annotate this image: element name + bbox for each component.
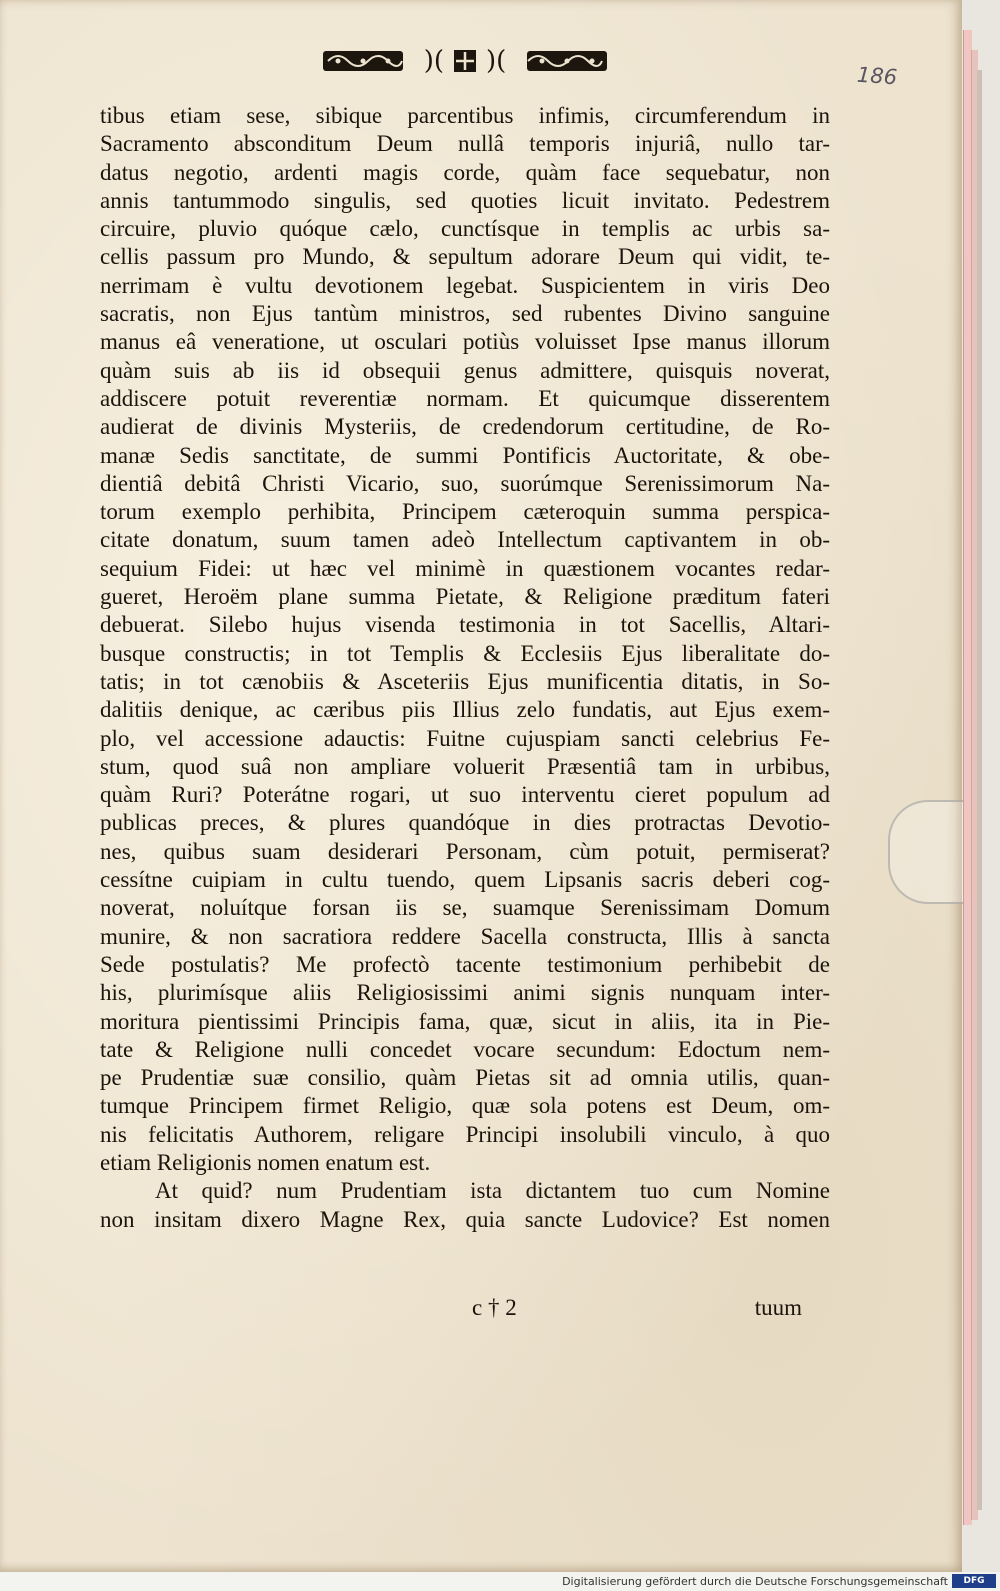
text-line: gueret, Heroëm plane summa Pietate, & Religione præditum fateri xyxy=(100,584,830,610)
text-line: moritura pientissimi Principis fama, quæ, sicut in aliis, ita in Pie- xyxy=(100,1008,830,1034)
text-line: nes, quibus suam desiderari Personam, cùm potuit, permiserat? xyxy=(100,838,830,864)
text-line: non insitam dixero Magne Rex, quia sancte Ludovice? Est nomen xyxy=(100,1206,830,1232)
text-line: busque constructis; in tot Templis & Ecclesiis Ejus liberalitate do- xyxy=(100,640,830,666)
text-line: tibus etiam sese, sibique parcentibus infimis, circumferendum in xyxy=(100,103,830,128)
ornament-right-icon xyxy=(526,48,608,74)
text-line: sacratis, non Ejus tantùm ministros, sed rubentes Divino sanguine xyxy=(100,301,830,327)
text-line: munire, & non sacratiora reddere Sacella constructa, Illis à sancta xyxy=(100,923,830,949)
text-line: manæ Sedis sanctitate, de summi Pontificis Auctoritate, & obe- xyxy=(100,442,830,468)
handwritten-folio-number: 186 xyxy=(856,62,898,90)
text-line: nerrimam è vultu devotionem legebat. Suspicientem in viris Deo xyxy=(100,272,830,298)
catchword: tuum xyxy=(754,1295,802,1320)
text-line: dalitiis denique, ac cæribus piis Illius zelo fundatis, aut Ejus exem- xyxy=(100,697,830,723)
ornament-paren-left-icon: )( xyxy=(423,46,444,76)
text-line: debuerat. Silebo hujus visenda testimonia in tot Sacellis, Altari- xyxy=(100,612,830,638)
text-line: nis felicitatis Authorem, religare Principi insolubili vinculo, à quo xyxy=(100,1121,830,1147)
text-line: publicas preces, & plures quandóque in dies protractas Devotio- xyxy=(100,810,830,836)
page-footer xyxy=(100,1295,830,1325)
text-line: sequium Fidei: ut hæc vel minimè in quæstionem vocantes redar- xyxy=(100,555,830,581)
text-line: cellis passum pro Mundo, & sepultum adorare Deum qui vidit, te- xyxy=(100,244,830,270)
dfg-logo: DFG xyxy=(952,1574,996,1588)
signature-mark: c † 2 xyxy=(472,1295,517,1320)
text-line: noverat, noluítque forsan iis se, suamque Serenissimam Domum xyxy=(100,895,830,921)
text-line: addiscere potuit reverentiæ normam. Et quicumque disserentem xyxy=(100,385,830,411)
text-line: torum exemplo perhibita, Principem cæteroquin summa perspica- xyxy=(100,499,830,525)
text-line: datus negotio, ardenti magis corde, quàm face sequebatur, non xyxy=(100,159,830,185)
text-line: his, plurimísque aliis Religiosissimi animi signis nunquam inter- xyxy=(100,980,830,1006)
body-text xyxy=(100,102,830,1234)
header-ornament xyxy=(322,44,608,78)
digitization-footer xyxy=(0,1572,1000,1591)
text-line: At quid? num Prudentiam ista dictantem tuo cum Nomine xyxy=(155,1178,830,1204)
text-line: quàm Ruri? Poterátne rogari, ut suo interventu cieret populum ad xyxy=(100,782,830,808)
ornament-cross-icon xyxy=(452,48,478,74)
text-line: etiam Religionis nomen enatum est. xyxy=(100,1149,431,1175)
footer-credit: Digitalisierung gefördert durch die Deutsche Forschungsgemeinschaft xyxy=(562,1575,948,1588)
text-line: circuire, pluvio quóque cælo, cunctísque in templis ac urbis sa- xyxy=(100,216,830,242)
text-line: tate & Religione nulli concedet vocare secundum: Edoctum nem- xyxy=(100,1036,830,1062)
text-line: audierat de divinis Mysteriis, de credendorum certitudine, de Ro- xyxy=(100,414,830,440)
text-line: cessítne cuipiam in cultu tuendo, quem Lipsanis sacris deberi cog- xyxy=(100,867,830,893)
ornament-center xyxy=(424,48,507,74)
bookmark-clip xyxy=(888,800,970,904)
text-line: annis tantummodo singulis, sed quoties licuit invitato. Pedestrem xyxy=(100,187,830,213)
text-line: tumque Principem firmet Religio, quæ sola potens est Deum, om- xyxy=(100,1093,830,1119)
text-line: pe Prudentiæ suæ consilio, quàm Pietas sit ad omnia utilis, quan- xyxy=(100,1065,830,1091)
ornament-left-icon xyxy=(322,48,404,74)
text-line: plo, vel accessione adauctis: Fuitne cujuspiam sancti celebrius Fe- xyxy=(100,725,830,751)
text-line: Sacramento absconditum Deum nullâ temporis injuriâ, nullo tar- xyxy=(100,131,830,157)
text-line: stum, quod suâ non ampliare voluerit Præsentiâ tam in urbibus, xyxy=(100,753,830,779)
text-line: Sede postulatis? Me profectò tacente testimonium perhibebit de xyxy=(100,951,830,977)
text-line: tatis; in tot cænobiis & Asceteriis Ejus munificentia ditatis, in So- xyxy=(100,668,830,694)
page-edge xyxy=(977,70,982,1510)
text-line: quàm suis ab iis id obsequii genus admittere, quisquis noverat, xyxy=(100,357,830,383)
text-line: manus eâ veneratione, ut osculari potiùs voluisset Ipse manus illorum xyxy=(100,329,830,355)
text-line: citate donatum, suum tamen adeò Intellectum captivantem in ob- xyxy=(100,527,830,553)
ornament-paren-right-icon: )( xyxy=(486,46,507,76)
text-line: dientiâ debitâ Christi Vicario, suo, suorúmque Serenissimorum Na- xyxy=(100,470,830,496)
